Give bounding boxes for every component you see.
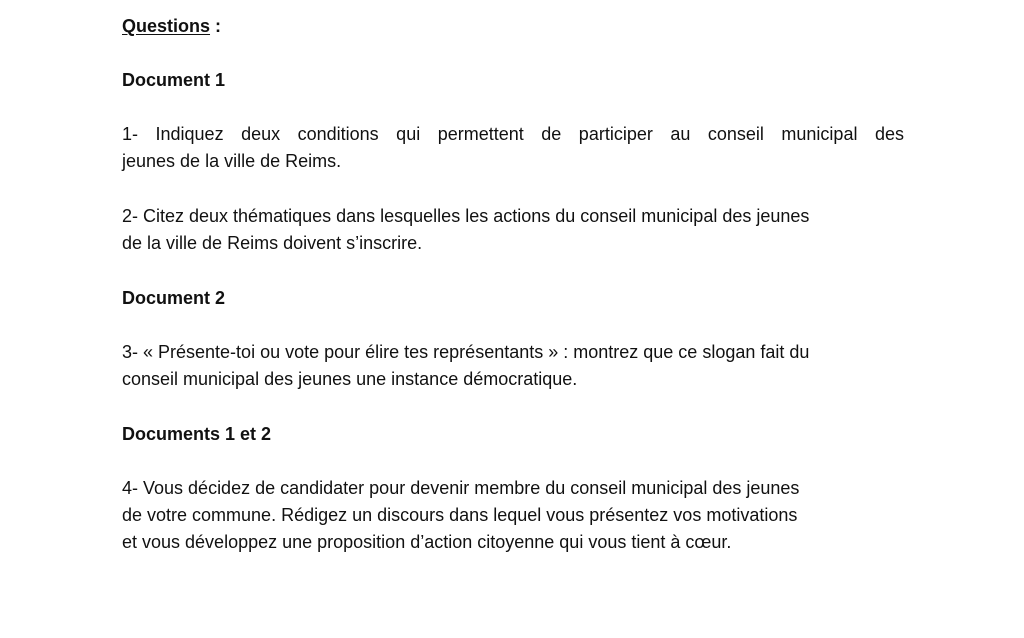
question-4-line-2: de votre commune. Rédigez un discours dans lequel vous présentez vos motivations <box>122 505 798 525</box>
question-1-line-1: 1- Indiquez deux conditions qui permettent de participer au conseil municipal des <box>122 124 904 144</box>
question-3-line-1: 3- « Présente-toi ou vote pour élire tes représentants » : montrez que ce slogan fait du <box>122 342 810 362</box>
section-heading-document-1: Document 1 <box>122 70 226 90</box>
question-4-line-3: et vous développez une proposition d’action citoyenne qui vous tient à cœur. <box>122 532 732 552</box>
question-1 <box>122 121 904 175</box>
questions-heading <box>122 13 221 40</box>
question-2 <box>122 203 904 257</box>
question-3-line-2: conseil municipal des jeunes une instance démocratique. <box>122 369 578 389</box>
question-2-line-1: 2- Citez deux thématiques dans lesquelles les actions du conseil municipal des jeunes <box>122 206 810 226</box>
section-heading-document-2: Document 2 <box>122 288 226 308</box>
question-4-line-1: 4- Vous décidez de candidater pour devenir membre du conseil municipal des jeunes <box>122 478 800 498</box>
question-3 <box>122 339 904 393</box>
question-1-line-2: jeunes de la ville de Reims. <box>122 151 342 171</box>
question-4 <box>122 475 904 556</box>
questions-heading-suffix: : <box>210 16 222 36</box>
question-2-line-2: de la ville de Reims doivent s’inscrire. <box>122 233 423 253</box>
section-heading-documents-1-et-2: Documents 1 et 2 <box>122 424 272 444</box>
questions-heading-label: Questions <box>122 16 211 36</box>
